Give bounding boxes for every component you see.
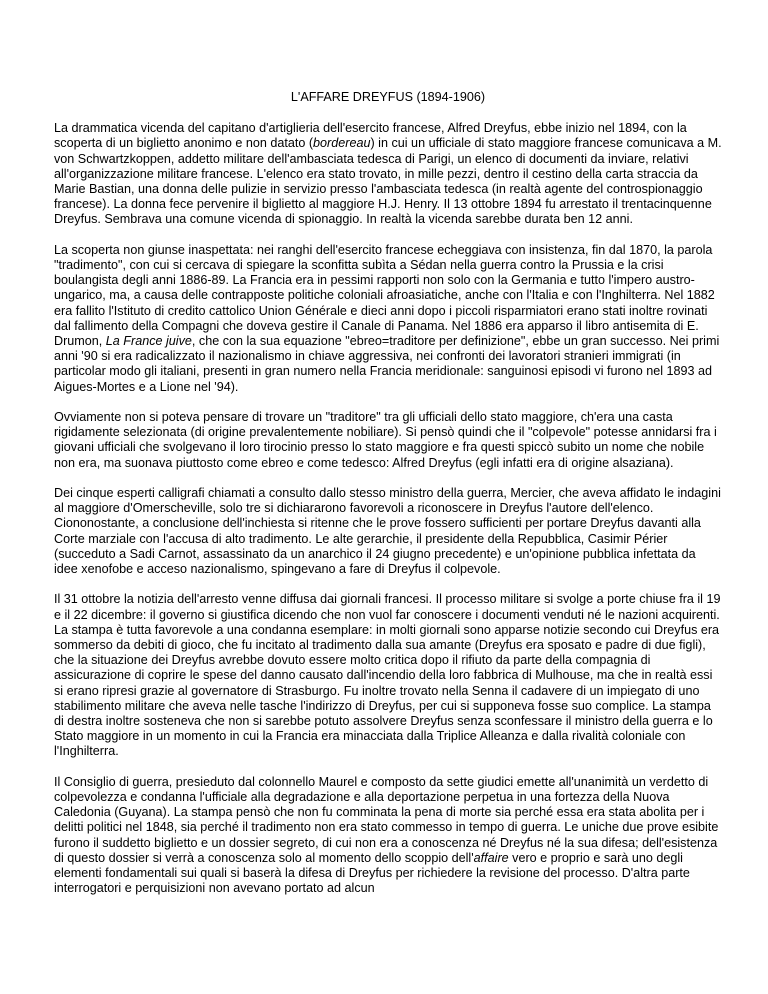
paragraph-text: Dei cinque esperti calligrafi chiamati a consulto dallo stesso ministro della guerra, Mercier, che aveva affidato le indagini al maggiore d'Omerscheville, solo tre si dichiararono favorevoli a riconoscere in Dreyfus l'autore dell'elenco. Ciononostante, a conclusione dell'inchiesta si ritenne che le prove fossero sufficienti per portare Dreyfus davanti alla Corte marziale con l'accusa di alto tradimento. Le alte gerarchie, il presidente della Repubblica, Casimir Périer (succeduto a Sadi Carnot, assassinato da un anarchico il 24 giugno precedente) e un'opinione pubblica infettata da idee xenofobe e acceso nazionalismo, spingevano a fare di Dreyfus il colpevole. — [54, 486, 721, 577]
paragraph-text: vero e proprio e sarà uno degli elementi fondamentali sui quali si baserà la difesa di Dreyfus per richiedere la revisione del processo. D'altra parte interrogatori e perquisizioni non avevano portato ad alcun — [54, 850, 690, 896]
document-page — [54, 90, 722, 912]
paragraph-text: ) in cui un ufficiale di stato maggiore francese comunicava a M. von Schwartzkoppen, addetto militare dell'ambasciata tedesca di Parigi, un elenco di documenti da inviare, relativi all'organizzazione militare francese. L'elenco era stato trovato, in mille pezzi, dentro il cestino della carta straccia da Marie Bastian, una donna delle pulizie in servizio presso l'ambasciata tedesca (in realtà agente del controspionaggio francese). La donna fece pervenire il biglietto al maggiore H.J. Henry. Il 13 ottobre 1894 fu arrestato il trentacinquenne Dreyfus. Sembrava una comune vicenda di spionaggio. In realtà la vicenda sarebbe durata ben 12 anni. — [54, 136, 722, 227]
italic-text: La France juive — [105, 334, 192, 349]
paragraph-text: Il Consiglio di guerra, presieduto dal colonnello Maurel e composto da sette giudici emette all'unanimità un verdetto di colpevolezza e condanna l'ufficiale alla degradazione e alla deportazione perpetua in una fortezza della Nuova Caledonia (Guyana). La stampa pensò che non fu comminata la pena di morte sia perché essa era stata abolita per i delitti politici nel 1848, sia perché il tradimento non era stato commesso in tempo di guerra. Le uniche due prove esibite furono il suddetto biglietto e un dossier segreto, di cui non era a conoscenza né Dreyfus né la sua difesa; dell'esistenza di questo dossier si verrà a conoscenza solo al momento dello scoppio dell' — [54, 774, 719, 865]
paragraph — [54, 121, 722, 227]
paragraph — [54, 775, 722, 897]
italic-text: affaire — [473, 850, 509, 865]
document-title: L'AFFARE DREYFUS (1894-1906) — [290, 90, 486, 104]
paragraph-text: Ovviamente non si poteva pensare di trovare un "traditore" tra gli ufficiali dello stato maggiore, ch'era una casta rigidamente selezionata (di origine prevalentemente nobiliare). Si pensò quindi che il "colpevole" potesse annidarsi fra i giovani ufficiali che svolgevano il loro tirocinio presso lo stato maggiore e fra questi spiccò subito un nome che nobile non era, ma suonava piuttosto come ebreo e come tedesco: Alfred Dreyfus (egli infatti era di origine alsaziana). — [54, 410, 717, 470]
paragraph — [54, 486, 722, 577]
paragraph-text: La scoperta non giunse inaspettata: nei ranghi dell'esercito francese echeggiava con insistenza, fin dal 1870, la parola "tradimento", con cui si cercava di spiegare la sconfitta subìta a Sédan nella guerra contro la Prussia e la crisi boulangista degli anni 1886-89. La Francia era in pessimi rapporti non solo con la Germania e tutto l'impero austro-ungarico, ma, a causa delle contrapposte politiche coloniali afroasiatiche, anche con l'Italia e con l'Inghilterra. Nel 1882 era fallito l'Istituto di credito cattolico Union Générale e dieci anni dopo i piccoli risparmiatori erano stati inoltre rovinati dal fallimento della Compagni che doveva gestire il Canale di Panama. Nel 1886 era apparso il libro antisemita di E. Drumon, — [54, 242, 715, 349]
paragraph-text: , che con la sua equazione "ebreo=traditore per definizione", ebbe un gran successo. Nei primi anni '90 si era radicalizzato il nazionalismo in chiave aggressiva, nei confronti dei lavoratori stranieri immigrati (in particolar modo gli italiani, presenti in gran numero nella Francia meridionale: sanguinosi episodi vi furono nel 1893 ad Aigues-Mortes e a Lione nel '94). — [54, 334, 720, 394]
document-body — [54, 121, 722, 896]
paragraph — [54, 410, 722, 471]
italic-text: bordereau — [313, 136, 371, 151]
paragraph-text: Il 31 ottobre la notizia dell'arresto venne diffusa dai giornali francesi. Il processo militare si svolge a porte chiuse fra il 19 e il 22 dicembre: il governo si giustifica dicendo che non vuol far conoscere i documenti venduti né le nazioni acquirenti. La stampa è tutta favorevole a una condanna esemplare: in molti giornali sono apparse notizie secondo cui Dreyfus era sommerso da debiti di gioco, che fu incitato al tradimento dalla sua amante (Dreyfus era sposato e padre di due figli), che la situazione dei Dreyfus avrebbe dovuto essere molto critica dopo il rifiuto da parte della compagnia di assicurazione di coprire le spese del danno causato dall'incendio della loro fabbrica di Mulhouse, ma che in realtà essi si erano ripresi grazie al governatore di Strasburgo. Fu inoltre trovato nella Senna il cadavere di un impiegato di uno stabilimento militare che aveva nelle tasche l'indirizzo di Dreyfus, per cui si supponeva fosse suo complice. La stampa di destra inoltre sosteneva che non si sarebbe potuto assolvere Dreyfus senza sconfessare il ministro della guerra e lo Stato maggiore in un momento in cui la Francia era minacciata dalla Triplice Alleanza e dalla rivalità coloniale con l'Inghilterra. — [54, 592, 721, 759]
paragraph-text: La drammatica vicenda del capitano d'artiglieria dell'esercito francese, Alfred Dreyfus, ebbe inizio nel 1894, con la scoperta di un biglietto anonimo e non datato ( — [54, 121, 687, 151]
paragraph — [54, 243, 722, 395]
paragraph — [54, 592, 722, 759]
